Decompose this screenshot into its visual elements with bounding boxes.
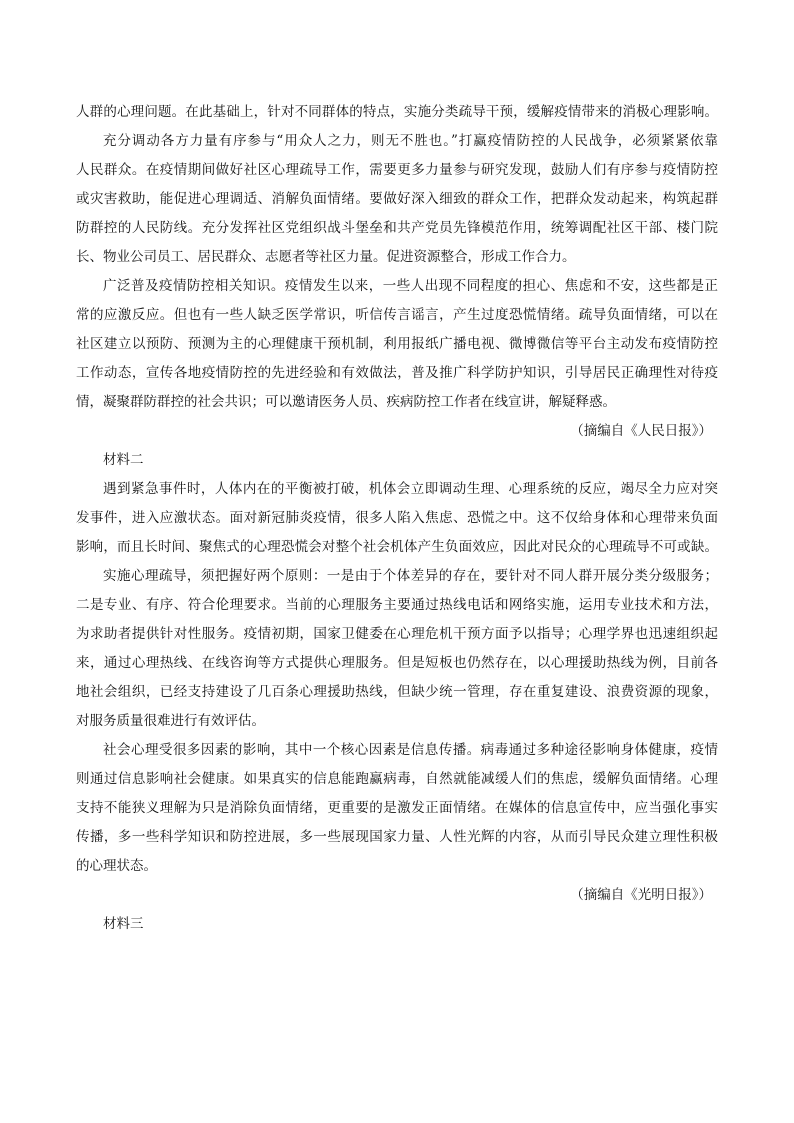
document-page: [76, 98, 718, 939]
paragraph-line: 对服务质量很难进行有效评估。: [76, 713, 265, 729]
section-heading: 材料二: [103, 452, 144, 468]
paragraph-line: 发事件，进入应激状态。面对新冠肺炎疫情，很多人陷入焦虑、恐慌之中。这不仅给身体和心理带来负面: [76, 510, 718, 526]
paragraph-line: 充分调动各方力量有序参与“用众人之力，则无不胜也。”打赢疫情防控的人民战争，必须紧紧依靠: [103, 133, 718, 149]
paragraph-line: 防群控的人民防线。充分发挥社区党组织战斗堡垒和共产党员先锋模范作用，统筹调配社区干部、楼门院: [76, 220, 718, 236]
paragraph-line: 为求助者提供针对性服务。疫情初期，国家卫健委在心理危机干预方面予以指导；心理学界也迅速组织起: [76, 626, 718, 642]
paragraph-line: 影响，而且长时间、聚焦式的心理恐慌会对整个社会机体产生负面效应，因此对民众的心理疏导不可或缺。: [76, 539, 718, 555]
paragraph-line: 传播，多一些科学知识和防控进展，多一些展现国家力量、人性光辉的内容，从而引导民众建立理性积极: [76, 829, 718, 845]
paragraph-line: 来，通过心理热线、在线咨询等方式提供心理服务。但是短板也仍然存在，以心理援助热线为例，目前各: [76, 655, 718, 671]
paragraph-line: 工作动态，宣传各地疫情防控的先进经验和有效做法，普及推广科学防护知识，引导居民正确理性对待疫: [76, 365, 718, 381]
paragraph-line: 地社会组织，已经支持建设了几百条心理援助热线，但缺少统一管理，存在重复建设、浪费资源的现象，: [76, 684, 718, 700]
paragraph-line: 或灾害救助，能促进心理调适、消解负面情绪。要做好深入细致的群众工作，把群众发动起来，构筑起群: [76, 191, 718, 207]
paragraph-line: 则通过信息影响社会健康。如果真实的信息能跑赢病毒，自然就能减缓人们的焦虑，缓解负面情绪。心理: [76, 771, 718, 787]
paragraph-line: 支持不能狭义理解为只是消除负面情绪，更重要的是激发正面情绪。在媒体的信息宣传中，应当强化事实: [76, 800, 718, 816]
paragraph-line: 常的应激反应。但也有一些人缺乏医学常识，听信传言谣言，产生过度恐慌情绪。疏导负面情绪，可以在: [76, 307, 718, 323]
paragraph-line: 社会心理受很多因素的影响，其中一个核心因素是信息传播。病毒通过多种途径影响身体健康，疫情: [103, 742, 718, 758]
paragraph-line: 长、物业公司员工、居民群众、志愿者等社区力量。促进资源整合，形成工作合力。: [76, 249, 576, 265]
paragraph-line: 的心理状态。: [76, 858, 157, 874]
paragraph-line: 二是专业、有序、符合伦理要求。当前的心理服务主要通过热线电话和网络实施，运用专业技术和方法，: [76, 597, 718, 613]
paragraph-line: 人民群众。在疫情期间做好社区心理疏导工作，需要更多力量参与研究发现，鼓励人们有序参与疫情防控: [76, 162, 718, 178]
paragraph-line: 社区建立以预防、预测为主的心理健康干预机制，利用报纸广播电视、微博微信等平台主动发布疫情防控: [76, 336, 718, 352]
paragraph-line: 广泛普及疫情防控相关知识。疫情发生以来，一些人出现不同程度的担心、焦虑和不安，这些都是正: [103, 278, 718, 294]
source-citation: （摘编自《光明日报》）: [570, 887, 712, 903]
section-heading: 材料三: [103, 916, 144, 932]
paragraph-line: 实施心理疏导，须把握好两个原则：一是由于个体差异的存在，要针对不同人群开展分类分级服务；: [103, 568, 718, 584]
source-citation: （摘编自《人民日报》）: [570, 423, 712, 439]
paragraph-line: 情，凝聚群防群控的社会共识；可以邀请医务人员、疾病防控工作者在线宣讲，解疑释惑。: [76, 394, 616, 410]
paragraph-line: 人群的心理问题。在此基础上，针对不同群体的特点，实施分类疏导干预，缓解疫情带来的消极心理影响。: [76, 104, 718, 120]
paragraph-line: 遇到紧急事件时，人体内在的平衡被打破，机体会立即调动生理、心理系统的反应，竭尽全力应对突: [103, 481, 718, 497]
